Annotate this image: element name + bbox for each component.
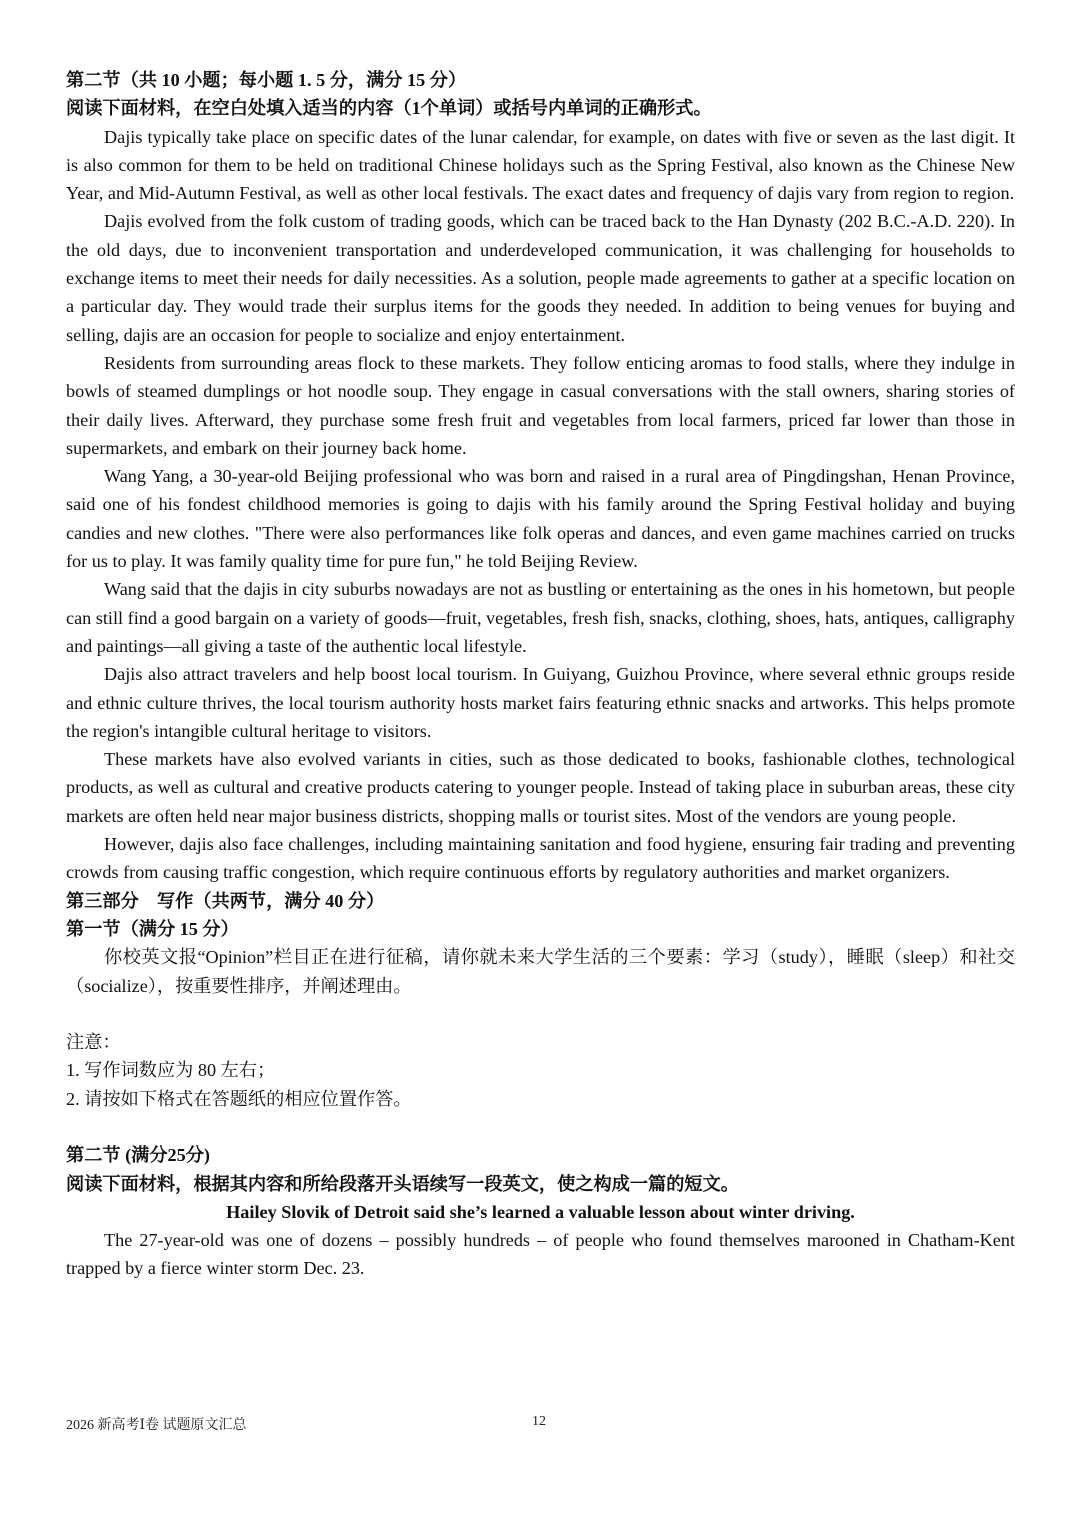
- reading-paragraph: Dajis evolved from the folk custom of trading goods, which can be traced back to the Han Dynasty (202 B.C.-A.D. 220). In the old days, due to inconvenient transportation and underdeveloped communication, it was challenging for households to exchange items to meet their needs for daily necessities. As a solution, people made agreements to gather at a specific location on a particular day. They would trade their surplus items for the goods they needed. In addition to being venues for buying and selling, dajis are an occasion for people to socialize and enjoy entertainment.: [66, 211, 1015, 345]
- writing-part-heading: 第三部分 写作（共两节，满分 40 分）: [66, 890, 385, 911]
- footer-source: 2026 新高考Ⅰ卷 试题原文汇总: [66, 1418, 247, 1433]
- reading-section-heading: 第二节（共 10 小题；每小题 1. 5 分，满分 15 分）: [66, 70, 467, 90]
- document-page: [66, 66, 1015, 1283]
- reading-paragraph: Wang Yang, a 30-year-old Beijing professional who was born and raised in a rural area of Pingdingshan, Henan Province, said one of his fondest childhood memories is going to dajis with his family around the Spring Festival holiday and buying candies and new clothes. "There were also performances like folk operas and dances, and even game machines carried on trucks for us to play. It was family quality time for pure fun," he told Beijing Review.: [66, 466, 1015, 572]
- note-item: 1. 写作词数应为 80 左右；: [66, 1060, 276, 1081]
- reading-paragraph: These markets have also evolved variants in cities, such as those dedicated to books, fashionable clothes, technological products, as well as cultural and creative products catering to younger people. Instead of taking place in suburban areas, these city markets are often held near major business districts, shopping malls or tourist sites. Most of the vendors are young people.: [66, 749, 1015, 826]
- reading-paragraph: Dajis typically take place on specific dates of the lunar calendar, for example, on dates with five or seven as the last digit. It is also common for them to be held on traditional Chinese holidays such as the Spring Festival, also known as the Chinese New Year, and Mid-Autumn Festival, as well as other local festivals. The exact dates and frequency of dajis vary from region to region.: [66, 126, 1015, 204]
- spacer: [66, 1000, 1015, 1028]
- reading-paragraph: Residents from surrounding areas flock to these markets. They follow enticing aromas to food stalls, where they indulge in bowls of steamed dumplings or hot noodle soup. They engage in casual conversations with the stall owners, sharing stories of their daily lives. Afterward, they purchase some fresh fruit and vegetables from local farmers, priced far lower than those in supermarkets, and embark on their journey back home.: [66, 352, 1015, 458]
- notes-label: 注意：: [66, 1032, 121, 1053]
- passage-title: Hailey Slovik of Detroit said she’s learned a valuable lesson about winter driving.: [226, 1201, 855, 1222]
- writing-section2-instruction: 阅读下面材料，根据其内容和所给段落开头语续写一段英文，使之构成一篇的短文。: [66, 1173, 739, 1194]
- reading-paragraph: However, dajis also face challenges, including maintaining sanitation and food hygiene, ensuring fair trading and preventing crowds from causing traffic congestion, which require continuous efforts by regulatory authorities and market organizers.: [66, 834, 1015, 883]
- reading-instruction: 阅读下面材料，在空白处填入适当的内容（1个单词）或括号内单词的正确形式。: [66, 98, 712, 119]
- writing-section1-prompt: 你校英文报“Opinion”栏目正在进行征稿，请你就未来大学生活的三个要素：学习（study），睡眠（sleep）和社交（socialize），按重要性排序，并阐述理由。: [66, 947, 1015, 996]
- writing-section2-heading: 第二节 (满分25分): [66, 1145, 210, 1166]
- page-number: 12: [532, 1414, 546, 1429]
- writing-section1-heading: 第一节（满分 15 分）: [66, 918, 239, 939]
- note-item: 2. 请按如下格式在答题纸的相应位置作答。: [66, 1088, 412, 1109]
- reading-paragraph: Wang said that the dajis in city suburbs nowadays are not as bustling or entertaining as the ones in his hometown, but people can still find a good bargain on a variety of goods—fruit, vegetables, fresh fish, snacks, clothing, shoes, hats, antiques, calligraphy and paintings—all giving a taste of the authentic local lifestyle.: [66, 579, 1015, 656]
- reading-paragraph: Dajis also attract travelers and help boost local tourism. In Guiyang, Guizhou Province, where several ethnic groups reside and ethnic culture thrives, the local tourism authority hosts market fairs featuring ethnic snacks and artworks. This helps promote the region's intangible cultural heritage to visitors.: [66, 664, 1015, 741]
- passage-paragraph: The 27-year-old was one of dozens – possibly hundreds – of people who found themselves marooned in Chatham-Kent trapped by a fierce winter storm Dec. 23.: [66, 1230, 1015, 1279]
- spacer: [66, 1113, 1015, 1141]
